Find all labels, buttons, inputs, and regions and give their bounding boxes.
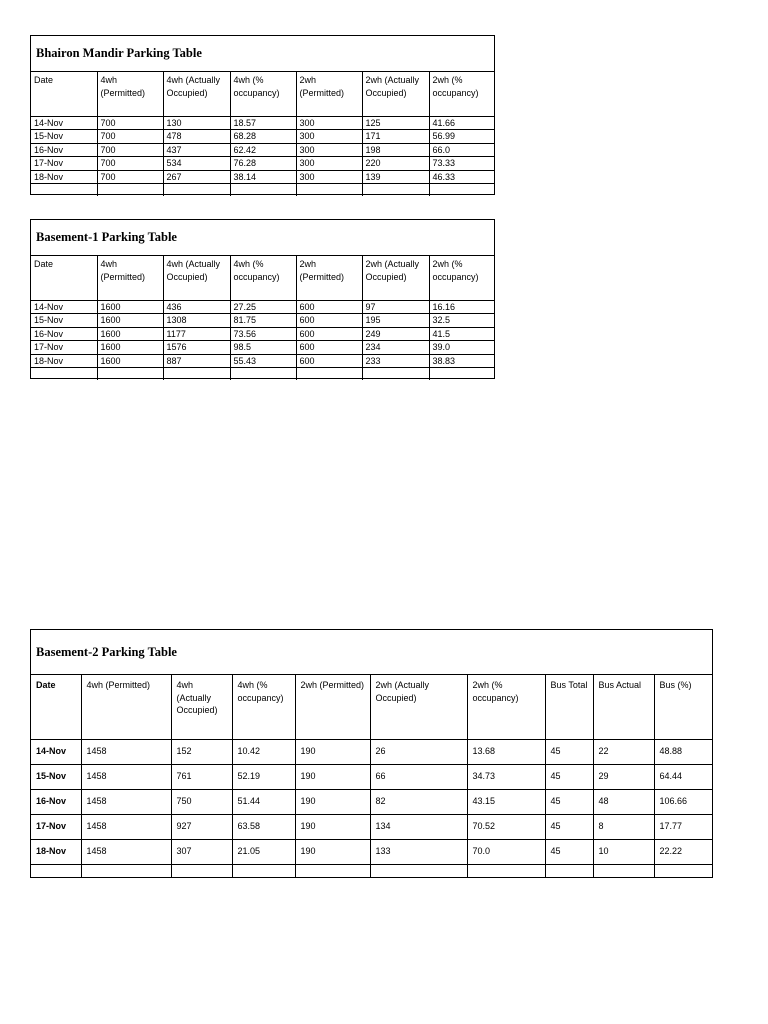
table-row <box>31 143 494 157</box>
table-cell: 41.5 <box>429 327 494 341</box>
table-cell: 1458 <box>81 789 171 814</box>
column-header: 4wh (% occupancy) <box>230 256 296 300</box>
table-cell: 600 <box>296 341 362 355</box>
table-cell: 307 <box>171 839 232 864</box>
table-cell: 600 <box>296 354 362 368</box>
header-row <box>31 72 494 116</box>
table-cell: 1576 <box>163 341 230 355</box>
table-cell: 45 <box>545 764 593 789</box>
table-cell: 8 <box>593 814 654 839</box>
table-cell: 106.66 <box>654 789 712 814</box>
table-row <box>31 130 494 144</box>
table-cell: 29 <box>593 764 654 789</box>
basement-2-parking-table <box>30 629 713 878</box>
column-header: 2wh (Permitted) <box>296 256 362 300</box>
table-cell: 437 <box>163 143 230 157</box>
table-cell: 45 <box>545 814 593 839</box>
table-cell: 48.88 <box>654 739 712 764</box>
table-cell: 1458 <box>81 814 171 839</box>
table-cell: 234 <box>362 341 429 355</box>
empty-row <box>31 184 494 196</box>
table-cell: 133 <box>370 839 467 864</box>
column-header: Date <box>31 256 97 300</box>
column-header: 4wh (Permitted) <box>97 72 163 116</box>
table-cell: 17-Nov <box>31 157 97 171</box>
table-cell: 38.83 <box>429 354 494 368</box>
column-header: Bus Total <box>545 675 593 739</box>
table-cell: 1600 <box>97 314 163 328</box>
table-cell: 10 <box>593 839 654 864</box>
table-cell: 249 <box>362 327 429 341</box>
column-header: 4wh (Actually Occupied) <box>163 72 230 116</box>
column-header: 2wh (Permitted) <box>296 72 362 116</box>
table-cell: 600 <box>296 314 362 328</box>
table-title: Basement-1 Parking Table <box>31 220 494 256</box>
bhairon-mandir-parking-table <box>30 35 495 195</box>
table-row <box>31 300 494 314</box>
table-cell: 18-Nov <box>31 839 81 864</box>
column-header: 4wh (Actually Occupied) <box>171 675 232 739</box>
table-cell: 51.44 <box>232 789 295 814</box>
table-cell: 1308 <box>163 314 230 328</box>
table-cell: 14-Nov <box>31 739 81 764</box>
table-row <box>31 170 494 184</box>
table-cell: 1600 <box>97 300 163 314</box>
table-cell: 190 <box>295 839 370 864</box>
column-header: 2wh (Actually Occupied) <box>362 72 429 116</box>
column-header: 2wh (% occupancy) <box>429 256 494 300</box>
table-cell: 27.25 <box>230 300 296 314</box>
table-cell: 14-Nov <box>31 116 97 130</box>
table-cell: 195 <box>362 314 429 328</box>
table-cell: 98.5 <box>230 341 296 355</box>
data-table <box>31 72 494 196</box>
table-title: Basement-2 Parking Table <box>31 630 712 675</box>
table-cell: 700 <box>97 157 163 171</box>
table-cell: 600 <box>296 300 362 314</box>
table-cell: 761 <box>171 764 232 789</box>
table-cell: 66 <box>370 764 467 789</box>
table-cell: 97 <box>362 300 429 314</box>
table-cell: 15-Nov <box>31 314 97 328</box>
table-cell: 233 <box>362 354 429 368</box>
table-cell: 70.52 <box>467 814 545 839</box>
table-cell: 45 <box>545 739 593 764</box>
table-cell: 48 <box>593 789 654 814</box>
table-cell: 700 <box>97 130 163 144</box>
table-cell: 21.05 <box>232 839 295 864</box>
table-cell: 46.33 <box>429 170 494 184</box>
table-cell: 16-Nov <box>31 327 97 341</box>
data-table <box>31 675 712 878</box>
column-header: 4wh (% occupancy) <box>232 675 295 739</box>
table-cell: 139 <box>362 170 429 184</box>
table-cell: 66.0 <box>429 143 494 157</box>
table-cell: 1177 <box>163 327 230 341</box>
table-cell: 17-Nov <box>31 341 97 355</box>
table-cell: 70.0 <box>467 839 545 864</box>
table-cell: 220 <box>362 157 429 171</box>
column-header: 2wh (Actually Occupied) <box>370 675 467 739</box>
table-cell: 600 <box>296 327 362 341</box>
column-header: 4wh (Actually Occupied) <box>163 256 230 300</box>
column-header: 2wh (Permitted) <box>295 675 370 739</box>
table-cell: 152 <box>171 739 232 764</box>
table-row <box>31 354 494 368</box>
table-cell: 1458 <box>81 764 171 789</box>
table-row <box>31 341 494 355</box>
table-cell: 14-Nov <box>31 300 97 314</box>
table-cell: 73.33 <box>429 157 494 171</box>
header-row <box>31 675 712 739</box>
column-header: Bus (%) <box>654 675 712 739</box>
table-cell: 125 <box>362 116 429 130</box>
table-cell: 534 <box>163 157 230 171</box>
column-header: 2wh (Actually Occupied) <box>362 256 429 300</box>
column-header: 4wh (% occupancy) <box>230 72 296 116</box>
table-cell: 82 <box>370 789 467 814</box>
table-cell: 17.77 <box>654 814 712 839</box>
column-header: 4wh (Permitted) <box>97 256 163 300</box>
table-row <box>31 789 712 814</box>
table-cell: 38.14 <box>230 170 296 184</box>
table-cell: 55.43 <box>230 354 296 368</box>
column-header: 2wh (% occupancy) <box>429 72 494 116</box>
table-cell: 39.0 <box>429 341 494 355</box>
table-cell: 15-Nov <box>31 764 81 789</box>
table-cell: 300 <box>296 157 362 171</box>
table-row <box>31 314 494 328</box>
column-header: 4wh (Permitted) <box>81 675 171 739</box>
table-cell: 190 <box>295 789 370 814</box>
table-cell: 1600 <box>97 354 163 368</box>
table-cell: 16-Nov <box>31 789 81 814</box>
table-cell: 190 <box>295 739 370 764</box>
empty-row <box>31 368 494 380</box>
table-cell: 76.28 <box>230 157 296 171</box>
table-row <box>31 739 712 764</box>
table-cell: 887 <box>163 354 230 368</box>
table-cell: 700 <box>97 170 163 184</box>
table-cell: 134 <box>370 814 467 839</box>
table-cell: 750 <box>171 789 232 814</box>
table-cell: 16.16 <box>429 300 494 314</box>
table-cell: 17-Nov <box>31 814 81 839</box>
table-cell: 10.42 <box>232 739 295 764</box>
table-row <box>31 764 712 789</box>
table-row <box>31 839 712 864</box>
table-cell: 73.56 <box>230 327 296 341</box>
table-cell: 927 <box>171 814 232 839</box>
table-cell: 436 <box>163 300 230 314</box>
table-cell: 15-Nov <box>31 130 97 144</box>
table-cell: 45 <box>545 839 593 864</box>
table-row <box>31 327 494 341</box>
header-row <box>31 256 494 300</box>
table-cell: 68.28 <box>230 130 296 144</box>
table-cell: 1600 <box>97 327 163 341</box>
column-header: Date <box>31 72 97 116</box>
table-cell: 190 <box>295 814 370 839</box>
table-cell: 22.22 <box>654 839 712 864</box>
table-cell: 700 <box>97 116 163 130</box>
table-cell: 190 <box>295 764 370 789</box>
basement-1-parking-table <box>30 219 495 379</box>
table-cell: 41.66 <box>429 116 494 130</box>
table-cell: 32.5 <box>429 314 494 328</box>
table-cell: 171 <box>362 130 429 144</box>
table-cell: 1600 <box>97 341 163 355</box>
table-cell: 62.42 <box>230 143 296 157</box>
table-cell: 16-Nov <box>31 143 97 157</box>
table-cell: 1458 <box>81 739 171 764</box>
table-cell: 63.58 <box>232 814 295 839</box>
table-row <box>31 157 494 171</box>
table-cell: 18-Nov <box>31 354 97 368</box>
table-cell: 81.75 <box>230 314 296 328</box>
column-header: 2wh (% occupancy) <box>467 675 545 739</box>
table-row <box>31 116 494 130</box>
table-cell: 22 <box>593 739 654 764</box>
table-cell: 300 <box>296 130 362 144</box>
column-header: Date <box>31 675 81 739</box>
table-cell: 198 <box>362 143 429 157</box>
column-header: Bus Actual <box>593 675 654 739</box>
table-cell: 300 <box>296 143 362 157</box>
table-title: Bhairon Mandir Parking Table <box>31 36 494 72</box>
table-cell: 300 <box>296 116 362 130</box>
table-cell: 43.15 <box>467 789 545 814</box>
empty-row <box>31 864 712 878</box>
table-cell: 18.57 <box>230 116 296 130</box>
table-cell: 64.44 <box>654 764 712 789</box>
table-cell: 26 <box>370 739 467 764</box>
table-cell: 700 <box>97 143 163 157</box>
table-cell: 267 <box>163 170 230 184</box>
table-cell: 52.19 <box>232 764 295 789</box>
table-cell: 34.73 <box>467 764 545 789</box>
table-cell: 478 <box>163 130 230 144</box>
table-cell: 1458 <box>81 839 171 864</box>
table-cell: 56.99 <box>429 130 494 144</box>
table-cell: 13.68 <box>467 739 545 764</box>
table-cell: 45 <box>545 789 593 814</box>
table-cell: 300 <box>296 170 362 184</box>
table-cell: 18-Nov <box>31 170 97 184</box>
table-cell: 130 <box>163 116 230 130</box>
data-table <box>31 256 494 380</box>
table-row <box>31 814 712 839</box>
